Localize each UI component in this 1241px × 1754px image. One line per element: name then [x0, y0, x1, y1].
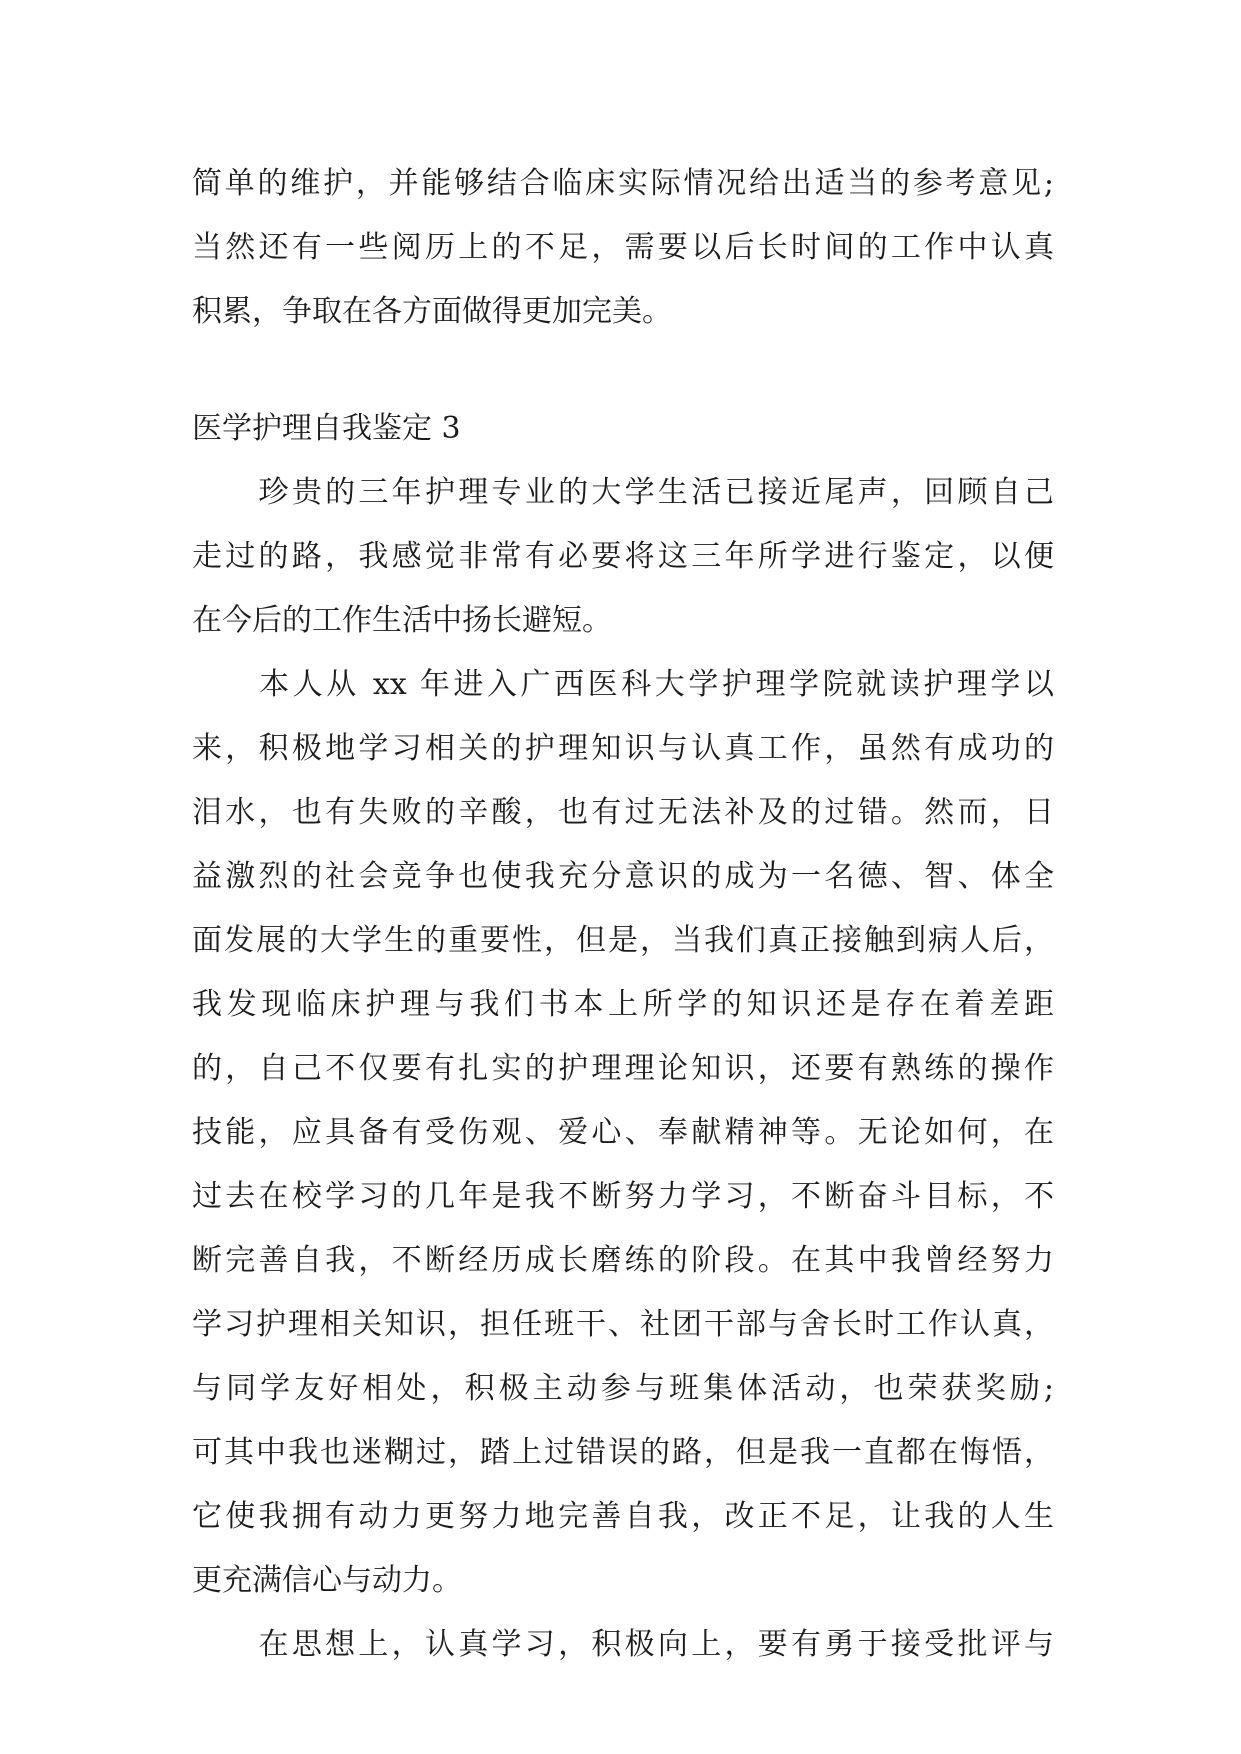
text-line: 来，积极地学习相关的护理知识与认真工作，虽然有成功的 [192, 731, 1054, 766]
section-title: 医学护理自我鉴定 3 [192, 411, 461, 446]
text-line: 珍贵的三年护理专业的大学生活已接近尾声，回顾自己 [192, 475, 1054, 510]
text-line: 我发现临床护理与我们书本上所学的知识还是存在着差距 [192, 987, 1054, 1022]
text-line: 积累，争取在各方面做得更加完美。 [192, 294, 672, 329]
text-line: 在思想上，认真学习，积极向上，要有勇于接受批评与 [192, 1627, 1054, 1662]
text-line: 走过的路，我感觉非常有必要将这三年所学进行鉴定，以便 [192, 539, 1054, 574]
text-line: 在今后的工作生活中扬长避短。 [192, 603, 612, 638]
text-line: 断完善自我，不断经历成长磨练的阶段。在其中我曾经努力 [192, 1243, 1054, 1278]
text-line: 当然还有一些阅历上的不足，需要以后长时间的工作中认真 [192, 230, 1054, 265]
text-line: 它使我拥有动力更努力地完善自我，改正不足，让我的人生 [192, 1499, 1054, 1534]
continued-paragraph [192, 152, 1054, 344]
text-line: 泪水，也有失败的辛酸，也有过无法补及的过错。然而，日 [192, 795, 1054, 830]
text-line: 过去在校学习的几年是我不断努力学习，不断奋斗目标，不 [192, 1179, 1054, 1214]
text-line: 学习护理相关知识，担任班干、社团干部与舍长时工作认真， [192, 1307, 1054, 1342]
text-line: 益激烈的社会竞争也使我充分意识的成为一名德、智、体全 [192, 859, 1054, 894]
text-line: 技能，应具备有受伤观、爱心、奉献精神等。无论如何，在 [192, 1115, 1054, 1150]
text-line: 本人从 xx 年进入广西医科大学护理学院就读护理学以 [192, 667, 1054, 702]
text-line: 的，自己不仅要有扎实的护理理论知识，还要有熟练的操作 [192, 1051, 1054, 1086]
text-line: 简单的维护，并能够结合临床实际情况给出适当的参考意见; [192, 166, 1054, 201]
text-line: 与同学友好相处，积极主动参与班集体活动，也荣获奖励; [192, 1371, 1054, 1406]
text-line: 更充满信心与动力。 [192, 1563, 462, 1598]
text-line: 可其中我也迷糊过，踏上过错误的路，但是我一直都在悔悟， [192, 1435, 1054, 1470]
text-line: 面发展的大学生的重要性，但是，当我们真正接触到病人后， [192, 923, 1054, 958]
section-body [192, 461, 1054, 1677]
